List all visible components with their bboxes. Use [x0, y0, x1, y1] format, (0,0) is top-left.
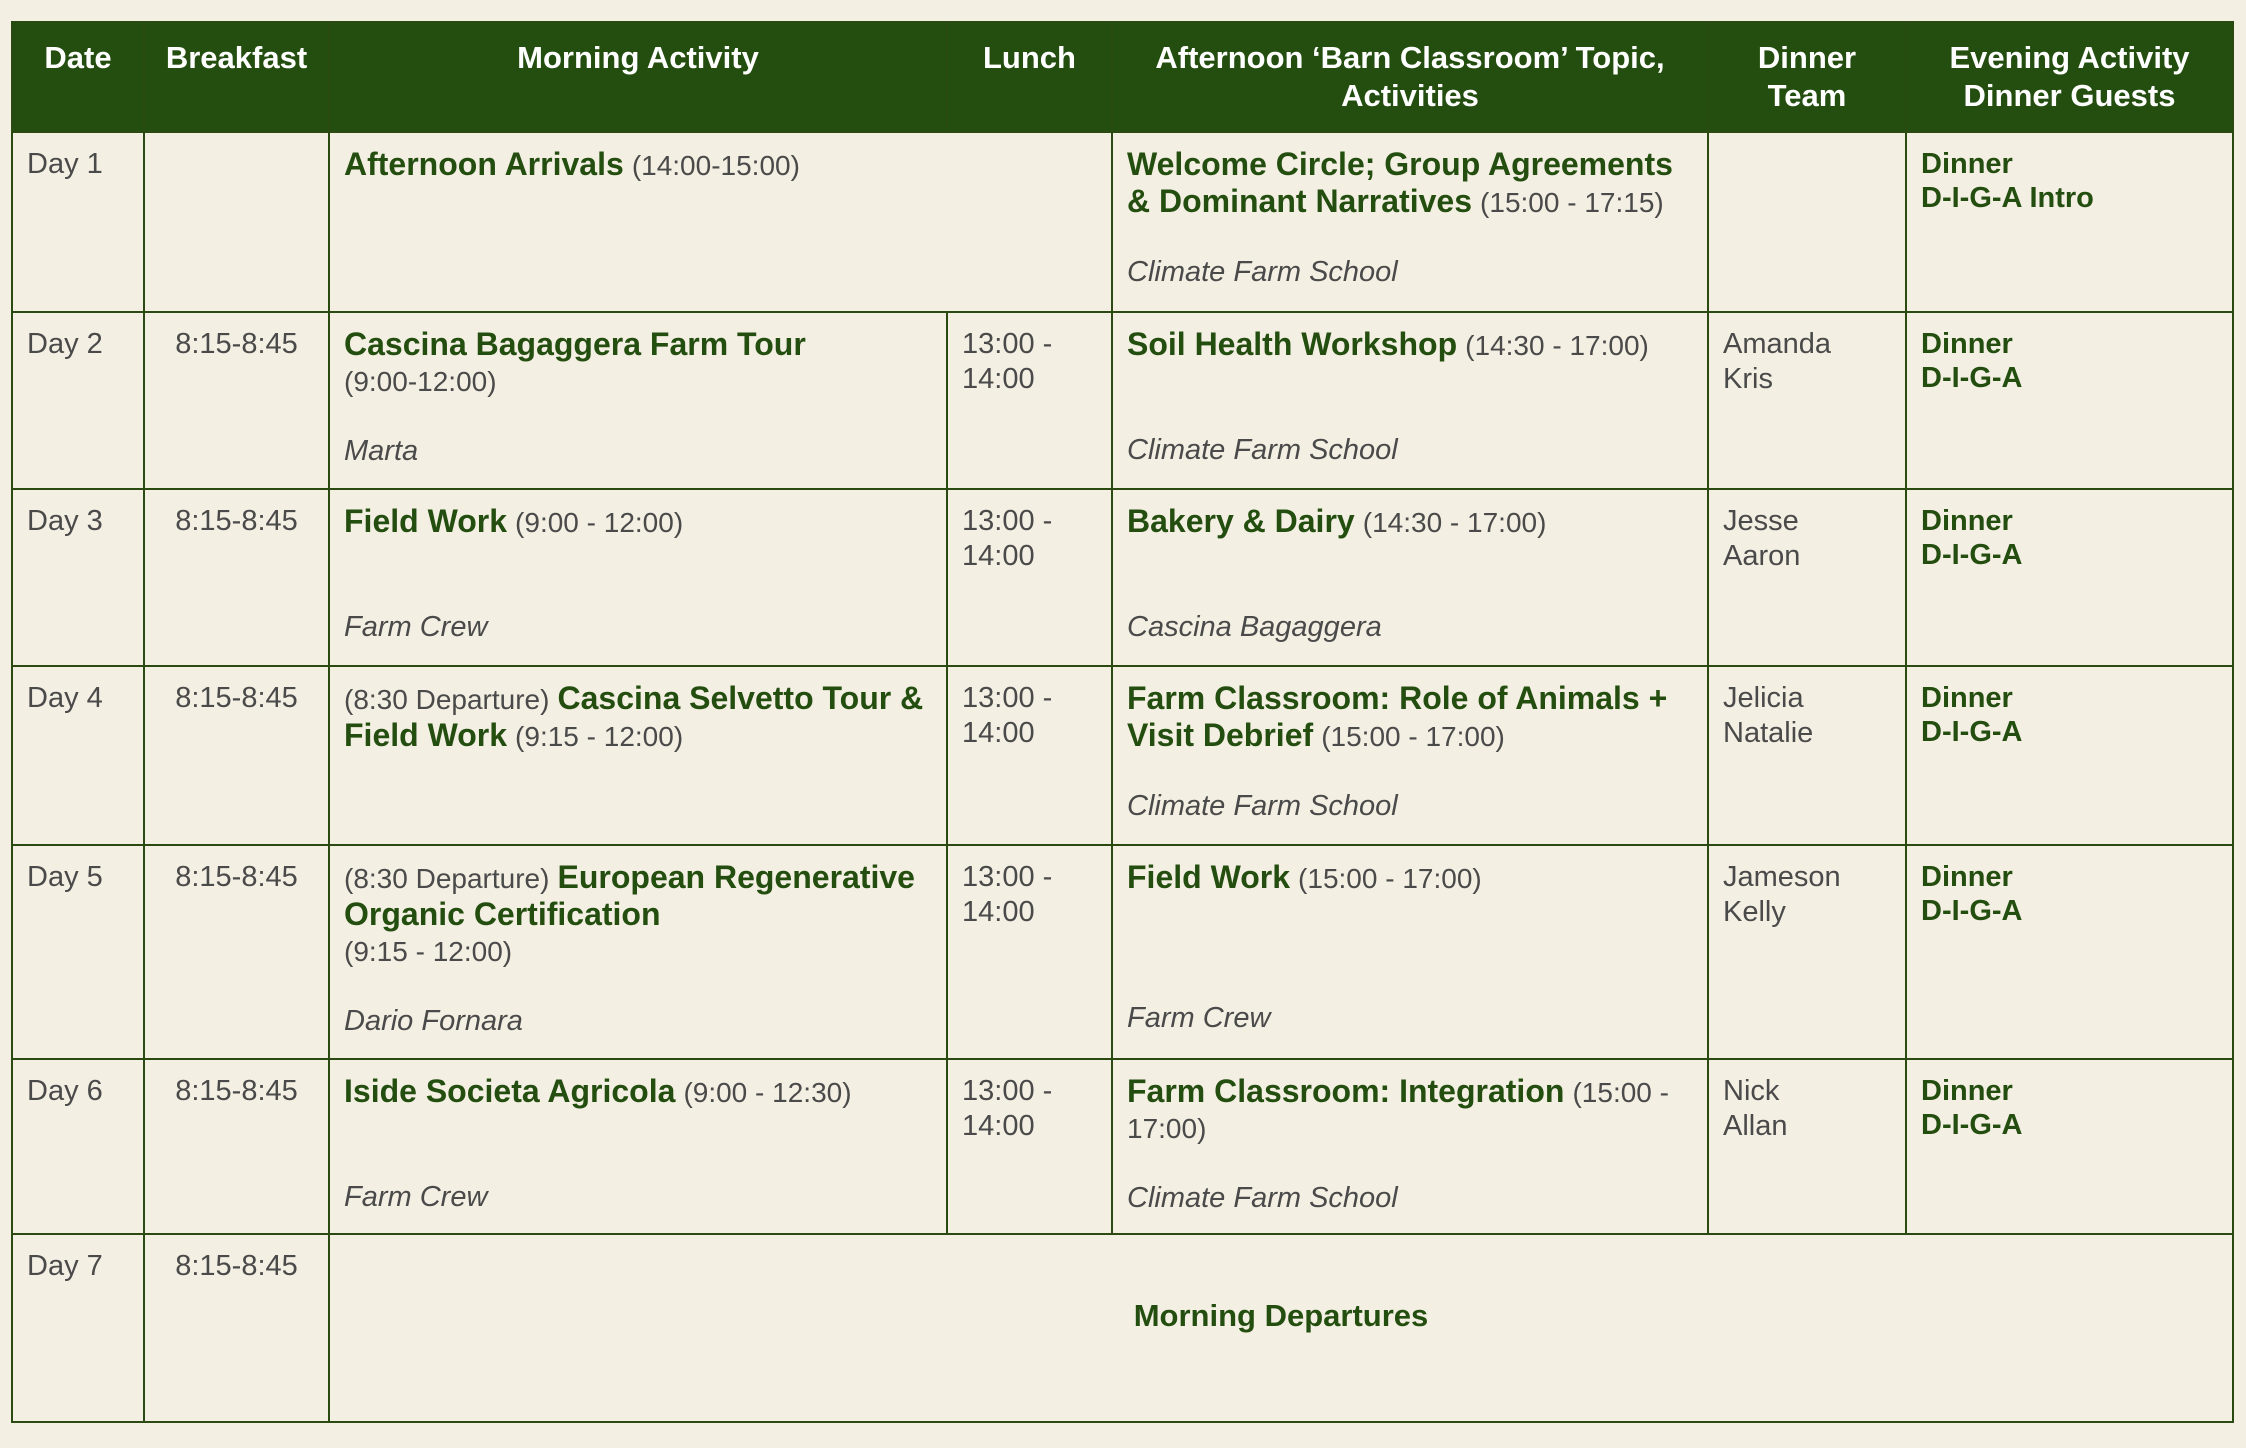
- cell-lunch: 13:00 - 14:00: [947, 1059, 1112, 1234]
- cell-morning-activity: [329, 845, 947, 1059]
- morning-title: Afternoon Arrivals: [344, 146, 624, 182]
- cell-evening-activity: [1906, 489, 2233, 666]
- header-row: [12, 22, 2233, 132]
- morning-title: Field Work: [344, 503, 507, 539]
- morning-title: European Regenerative Organic Certification: [344, 859, 915, 932]
- cell-afternoon-topic: [1112, 845, 1708, 1059]
- evening-line: Dinner: [1921, 328, 2013, 360]
- table-row: [12, 845, 2233, 1059]
- morning-host: Dario Fornara: [344, 1005, 523, 1037]
- morning-title: Iside Societa Agricola: [344, 1073, 676, 1109]
- cell-lunch: 13:00 - 14:00: [947, 489, 1112, 666]
- afternoon-time: (15:00 - 17:00): [1298, 863, 1482, 894]
- dinner-team-member: Natalie: [1723, 717, 1814, 749]
- cell-date: Day 1: [12, 132, 144, 312]
- cell-breakfast: [144, 132, 329, 312]
- evening-line: D-I-G-A: [1921, 895, 2023, 927]
- afternoon-title: Farm Classroom: Role of Animals + Visit Debrief: [1127, 680, 1668, 753]
- cell-morning-activity: [329, 132, 1112, 312]
- afternoon-time: (15:00 - 17:00): [1127, 1077, 1669, 1144]
- cell-dinner-team: [1708, 845, 1906, 1059]
- cell-afternoon-topic: [1112, 1059, 1708, 1234]
- schedule-table: [11, 21, 2234, 1423]
- evening-line: Dinner: [1921, 861, 2013, 893]
- header-evening-activity: Evening Activity Dinner Guests: [1906, 22, 2233, 132]
- dinner-team-member: Jelicia: [1723, 682, 1804, 714]
- cell-date: Day 2: [12, 312, 144, 489]
- table-row: [12, 132, 2233, 312]
- cell-dinner-team: [1708, 312, 1906, 489]
- cell-breakfast: 8:15-8:45: [144, 1234, 329, 1422]
- evening-line: D-I-G-A: [1921, 539, 2023, 571]
- evening-line: Dinner: [1921, 1075, 2013, 1107]
- cell-breakfast: 8:15-8:45: [144, 666, 329, 845]
- cell-date: Day 3: [12, 489, 144, 666]
- cell-evening-activity: [1906, 1059, 2233, 1234]
- header-afternoon-topic: Afternoon ‘Barn Classroom’ Topic, Activities: [1112, 22, 1708, 132]
- afternoon-host: Climate Farm School: [1127, 1182, 1398, 1214]
- cell-breakfast: 8:15-8:45: [144, 489, 329, 666]
- cell-afternoon-topic: [1112, 312, 1708, 489]
- dinner-team-member: Kris: [1723, 363, 1773, 395]
- dinner-team-member: Kelly: [1723, 896, 1786, 928]
- header-morning-activity: Morning Activity: [329, 22, 947, 132]
- dinner-team-member: Amanda: [1723, 328, 1832, 360]
- dinner-team-member: Nick: [1723, 1075, 1780, 1107]
- morning-host: Farm Crew: [344, 1181, 488, 1213]
- table-row: [12, 1059, 2233, 1234]
- evening-line: D-I-G-A Intro: [1921, 182, 2094, 214]
- cell-dinner-team: [1708, 1059, 1906, 1234]
- morning-time: (9:00 - 12:30): [683, 1077, 852, 1108]
- afternoon-host: Climate Farm School: [1127, 790, 1398, 822]
- cell-evening-activity: [1906, 845, 2233, 1059]
- cell-morning-activity: [329, 312, 947, 489]
- cell-evening-activity: [1906, 312, 2233, 489]
- cell-dinner-team: [1708, 489, 1906, 666]
- morning-time: (9:15 - 12:00): [515, 721, 684, 752]
- morning-time: (9:15 - 12:00): [344, 936, 513, 967]
- morning-departure: (8:30 Departure): [344, 863, 550, 894]
- evening-line: D-I-G-A: [1921, 716, 2023, 748]
- morning-time: (9:00-12:00): [344, 366, 497, 397]
- evening-line: Dinner: [1921, 682, 2013, 714]
- cell-morning-activity: [329, 1059, 947, 1234]
- afternoon-time: (14:30 - 17:00): [1465, 330, 1649, 361]
- cell-breakfast: 8:15-8:45: [144, 312, 329, 489]
- cell-lunch: 13:00 - 14:00: [947, 312, 1112, 489]
- cell-afternoon-topic: [1112, 489, 1708, 666]
- evening-line: D-I-G-A: [1921, 362, 2023, 394]
- table-row: [12, 312, 2233, 489]
- afternoon-title: Farm Classroom: Integration: [1127, 1073, 1565, 1109]
- morning-host: Farm Crew: [344, 611, 488, 643]
- evening-line: D-I-G-A: [1921, 1109, 2023, 1141]
- afternoon-host: Climate Farm School: [1127, 256, 1398, 288]
- table-row: [12, 1234, 2233, 1422]
- cell-date: Day 6: [12, 1059, 144, 1234]
- afternoon-host: Farm Crew: [1127, 1002, 1271, 1034]
- cell-morning-departures: Morning Departures: [329, 1234, 2233, 1422]
- afternoon-title: Bakery & Dairy: [1127, 503, 1355, 539]
- dinner-team-member: Jameson: [1723, 861, 1841, 893]
- morning-title: Cascina Bagaggera Farm Tour: [344, 326, 806, 362]
- table-row: [12, 666, 2233, 845]
- afternoon-time: (15:00 - 17:15): [1480, 187, 1664, 218]
- header-date: Date: [12, 22, 144, 132]
- dinner-team-member: Jesse: [1723, 505, 1799, 537]
- cell-date: Day 5: [12, 845, 144, 1059]
- afternoon-title: Welcome Circle; Group Agreements & Dominant Narratives: [1127, 146, 1673, 219]
- header-dinner-team: Dinner Team: [1708, 22, 1906, 132]
- cell-lunch: 13:00 - 14:00: [947, 666, 1112, 845]
- morning-time: (14:00-15:00): [631, 150, 800, 181]
- cell-date: Day 4: [12, 666, 144, 845]
- schedule-container: [11, 21, 2232, 1423]
- morning-time: (9:00 - 12:00): [515, 507, 684, 538]
- afternoon-title: Soil Health Workshop: [1127, 326, 1458, 362]
- afternoon-host: Cascina Bagaggera: [1127, 611, 1382, 643]
- cell-morning-activity: [329, 489, 947, 666]
- evening-line: Dinner: [1921, 505, 2013, 537]
- cell-dinner-team: [1708, 132, 1906, 312]
- cell-breakfast: 8:15-8:45: [144, 845, 329, 1059]
- header-lunch: Lunch: [947, 22, 1112, 132]
- table-row: [12, 489, 2233, 666]
- morning-host: Marta: [344, 435, 419, 467]
- cell-evening-activity: [1906, 132, 2233, 312]
- cell-dinner-team: [1708, 666, 1906, 845]
- afternoon-title: Field Work: [1127, 859, 1290, 895]
- cell-date: Day 7: [12, 1234, 144, 1422]
- cell-afternoon-topic: [1112, 666, 1708, 845]
- morning-title: Cascina Selvetto Tour & Field Work: [344, 680, 924, 753]
- cell-lunch: 13:00 - 14:00: [947, 845, 1112, 1059]
- dinner-team-member: Allan: [1723, 1110, 1788, 1142]
- dinner-team-member: Aaron: [1723, 540, 1801, 572]
- morning-departure: (8:30 Departure): [344, 684, 550, 715]
- afternoon-time: (15:00 - 17:00): [1321, 721, 1505, 752]
- cell-afternoon-topic: [1112, 132, 1708, 312]
- afternoon-host: Climate Farm School: [1127, 434, 1398, 466]
- cell-evening-activity: [1906, 666, 2233, 845]
- header-breakfast: Breakfast: [144, 22, 329, 132]
- afternoon-time: (14:30 - 17:00): [1362, 507, 1547, 538]
- cell-breakfast: 8:15-8:45: [144, 1059, 329, 1234]
- cell-morning-activity: [329, 666, 947, 845]
- evening-line: Dinner: [1921, 148, 2013, 180]
